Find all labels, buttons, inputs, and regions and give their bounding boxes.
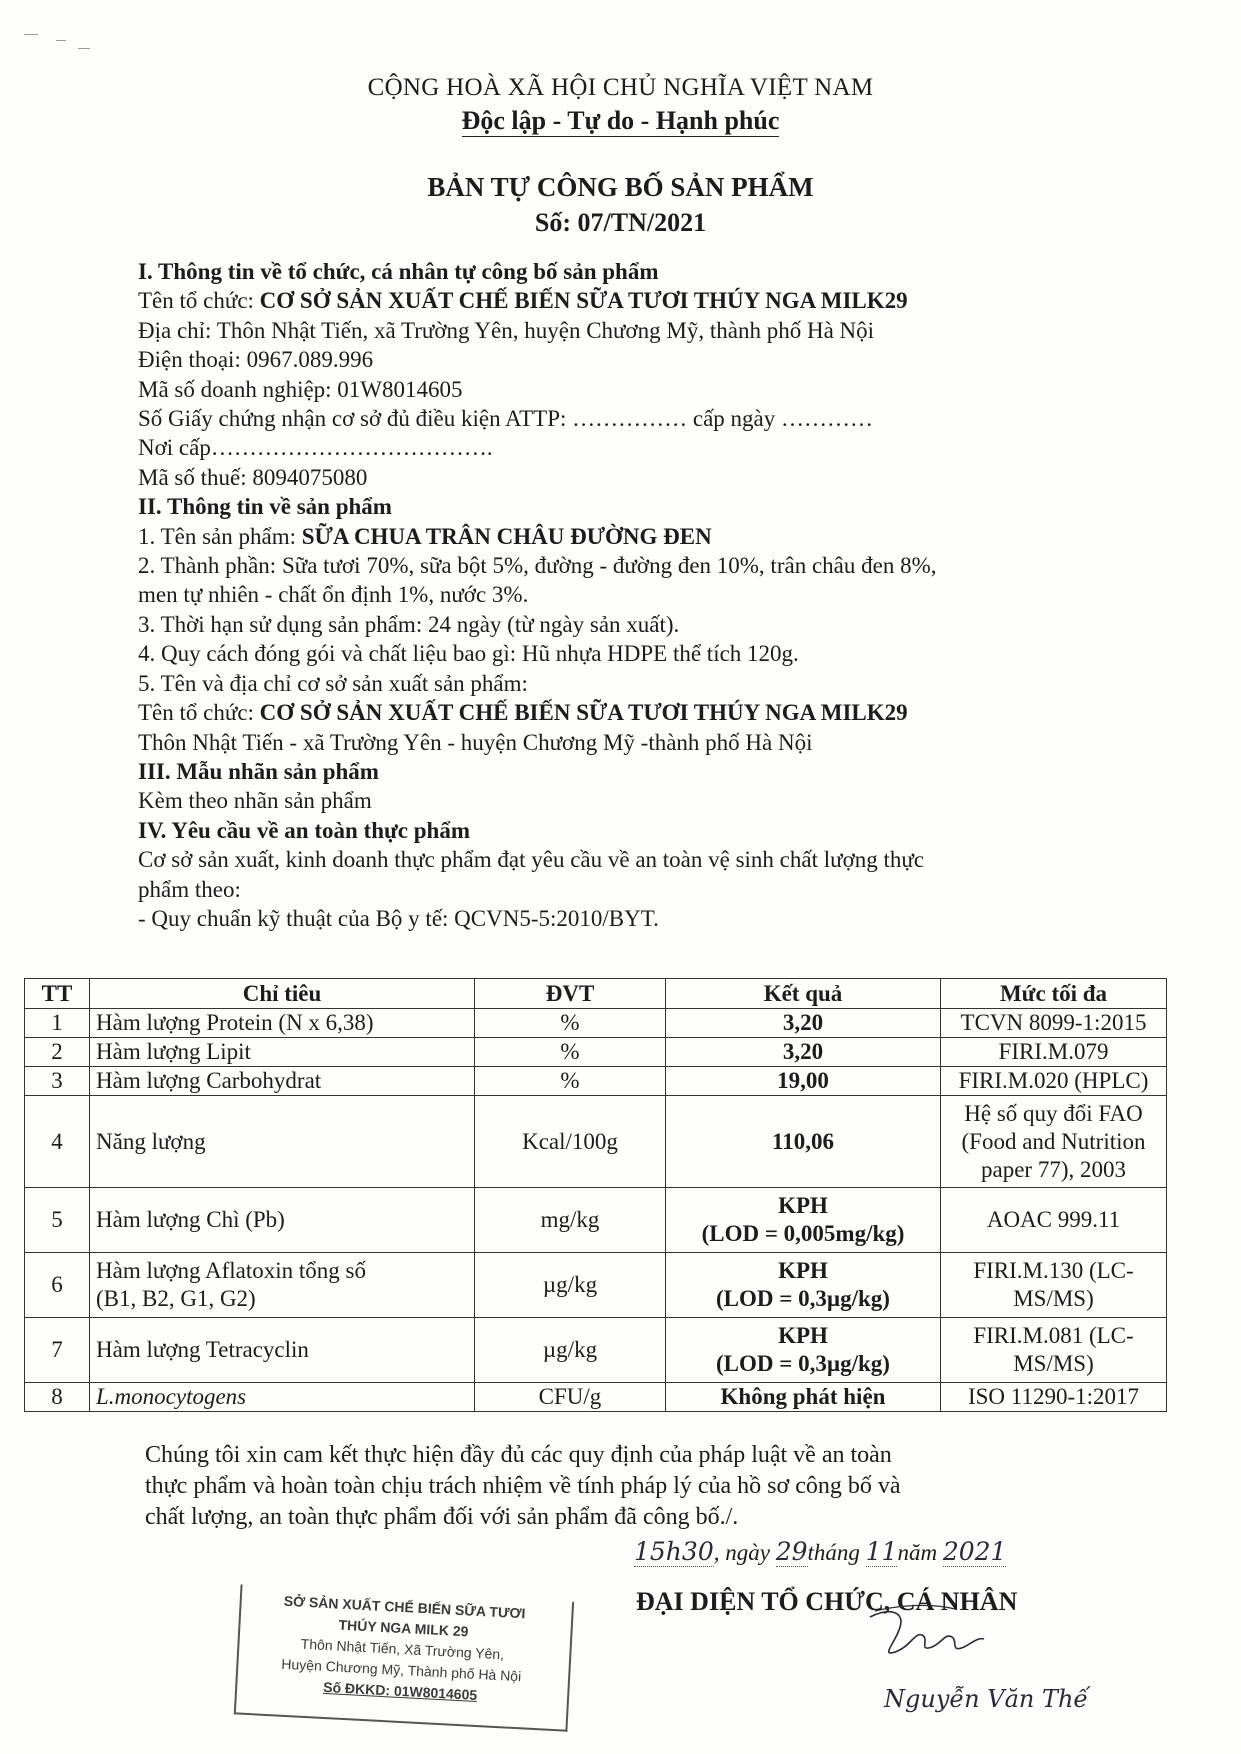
table-row (25, 1096, 1167, 1188)
motto-header (0, 106, 1241, 136)
commitment-paragraph (145, 1440, 1105, 1533)
label-sample-text: Kèm theo nhãn sản phẩm (138, 788, 372, 814)
cell-result (666, 1188, 941, 1253)
product-name-line (138, 522, 1118, 551)
cell-tt: 3 (25, 1067, 90, 1096)
org-phone: Điện thoại: 0967.089.996 (138, 347, 374, 373)
table-row (25, 1383, 1167, 1412)
ingredients-line1: 2. Thành phần: Sữa tươi 70%, sữa bột 5%, đường - đường đen 10%, trân châu đen 8%, (138, 553, 937, 579)
cell-criteria-line2: (B1, B2, G1, G2) (96, 1286, 256, 1311)
cell-tt: 6 (25, 1253, 90, 1318)
cell-max-line1: FIRI.M.081 (LC- (973, 1323, 1134, 1348)
attp-certificate: Số Giấy chứng nhận cơ sở đủ điều kiện ATTP: …………… cấp ngày ………… (138, 406, 874, 432)
producer-label: Tên tổ chức: (138, 700, 260, 726)
document-number: Số: 07/TN/2021 (534, 208, 707, 237)
cell-criteria-line1: Hàm lượng Aflatoxin tổng số (96, 1258, 366, 1283)
cell-unit: mg/kg (475, 1188, 666, 1253)
commitment-line1: Chúng tôi xin cam kết thực hiện đầy đủ các quy định của pháp luật về an toàn (145, 1442, 892, 1468)
cell-result (666, 1318, 941, 1383)
cell-result-line1: KPH (778, 1323, 828, 1348)
cell-max: FIRI.M.079 (941, 1038, 1167, 1067)
table-row (25, 1009, 1167, 1038)
cell-unit: µg/kg (475, 1253, 666, 1318)
cell-result: 19,00 (666, 1067, 941, 1096)
org-address: Địa chỉ: Thôn Nhật Tiến, xã Trường Yên, huyện Chương Mỹ, thành phố Hà Nội (138, 317, 875, 343)
cell-tt: 4 (25, 1096, 90, 1188)
header-result: Kết quả (666, 979, 941, 1009)
cell-criteria: Hàm lượng Lipit (90, 1038, 475, 1067)
stamp-line3: Thôn Nhật Tiến, Xã Trường Yên, (300, 1635, 505, 1663)
safety-regulation: - Quy chuẩn kỹ thuật của Bộ y tế: QCVN5-5:2010/BYT. (138, 905, 659, 931)
ingredients-line2: men tự nhiên - chất ổn định 1%, nước 3%. (138, 582, 529, 608)
date-day-label: , ngày (713, 1540, 776, 1565)
cell-result-line2: (LOD = 0,005mg/kg) (701, 1221, 905, 1246)
cell-unit: Kcal/100g (475, 1096, 666, 1188)
table-header-row (25, 979, 1167, 1009)
cell-unit: % (475, 1009, 666, 1038)
cell-result: 3,20 (666, 1038, 941, 1067)
business-code: Mã số doanh nghiệp: 01W8014605 (138, 376, 463, 402)
document-title: BẢN TỰ CÔNG BỐ SẢN PHẨM (427, 172, 814, 202)
cell-criteria (90, 1253, 475, 1318)
cell-max-line1: FIRI.M.130 (LC- (973, 1258, 1134, 1283)
cell-result-line2: (LOD = 0,3µg/kg) (716, 1286, 890, 1311)
org-label: Tên tổ chức: (138, 288, 260, 314)
date-month-label: tháng (807, 1540, 866, 1565)
cell-max: FIRI.M.020 (HPLC) (941, 1067, 1167, 1096)
tax-code: Mã số thuế: 8094075080 (138, 464, 368, 490)
commitment-line3: chất lượng, an toàn thực phẩm đối với sản phẩm đã công bố./. (145, 1504, 739, 1530)
producer-name-line (138, 698, 1118, 727)
cell-tt: 5 (25, 1188, 90, 1253)
cell-criteria: Hàm lượng Chì (Pb) (90, 1188, 475, 1253)
representative-label: ĐẠI DIỆN TỔ CHỨC, CÁ NHÂN (636, 1587, 1018, 1616)
section2-heading: II. Thông tin về sản phẩm (138, 494, 392, 520)
cell-criteria: Hàm lượng Protein (N x 6,38) (90, 1009, 475, 1038)
date-year: 2021 (942, 1537, 1007, 1566)
stamp-border (234, 1584, 574, 1731)
motto-text: Độc lập - Tự do - Hạnh phúc (461, 106, 780, 135)
cell-unit: % (475, 1067, 666, 1096)
producer-heading: 5. Tên và địa chỉ cơ sở sản xuất sản phẩm: (138, 670, 528, 696)
cell-max (941, 1253, 1167, 1318)
date-day: 29 (775, 1537, 808, 1566)
company-stamp (234, 1584, 570, 1729)
cell-result-line2: (LOD = 0,3µg/kg) (716, 1351, 890, 1376)
product-name-label: 1. Tên sản phẩm: (138, 523, 302, 549)
cell-max: ISO 11290-1:2017 (941, 1383, 1167, 1412)
cell-result: 3,20 (666, 1009, 941, 1038)
cell-max-line1: Hệ số quy đổi FAO (964, 1100, 1143, 1126)
commitment-line2: thực phẩm và hoàn toàn chịu trách nhiệm về tính pháp lý của hồ sơ công bố và (145, 1473, 901, 1499)
org-name-line (138, 286, 1118, 315)
stamp-line4: Huyện Chương Mỹ, Thành phố Hà Nội (281, 1655, 522, 1685)
cell-criteria: L.monocytogens (90, 1383, 475, 1412)
cell-result: Không phát hiện (666, 1383, 941, 1412)
cell-criteria: Hàm lượng Carbohydrat (90, 1067, 475, 1096)
section4-heading: IV. Yêu cầu về an toàn thực phẩm (138, 817, 471, 843)
table-row (25, 1038, 1167, 1067)
table-row (25, 1067, 1167, 1096)
producer-name: CƠ SỞ SẢN XUẤT CHẾ BIẾN SỮA TƯƠI THÚY NGA MILK29 (259, 700, 908, 726)
cell-unit: µg/kg (475, 1318, 666, 1383)
cell-criteria: Năng lượng (90, 1096, 475, 1188)
stamp-line5: Số ĐKKD: 01W8014605 (322, 1678, 478, 1703)
product-name: SỮA CHUA TRÂN CHÂU ĐƯỜNG ĐEN (301, 523, 712, 549)
signature-icon (860, 1597, 990, 1667)
producer-address: Thôn Nhật Tiến - xã Trường Yên - huyện Chương Mỹ -thành phố Hà Nội (138, 729, 813, 755)
date-place: 15h30 (634, 1537, 714, 1566)
cell-max: TCVN 8099-1:2015 (941, 1009, 1167, 1038)
cell-max-line2: (Food and Nutrition (961, 1128, 1146, 1154)
cell-max: AOAC 999.11 (941, 1188, 1167, 1253)
signer-name: Nguyễn Văn Thế (884, 1685, 1089, 1713)
header-criteria: Chỉ tiêu (90, 979, 475, 1009)
cell-result (666, 1253, 941, 1318)
header-unit: ĐVT (475, 979, 666, 1009)
table-row (25, 1253, 1167, 1318)
table-row (25, 1318, 1167, 1383)
stamp-line2: THÚY NGA MILK 29 (338, 1616, 469, 1640)
header-max: Mức tối đa (941, 979, 1167, 1009)
cell-max-line2: MS/MS) (1013, 1351, 1094, 1376)
cell-criteria: Hàm lượng Tetracyclin (90, 1318, 475, 1383)
shelf-life: 3. Thời hạn sử dụng sản phẩm: 24 ngày (từ ngày sản xuất). (138, 611, 680, 637)
cell-tt: 2 (25, 1038, 90, 1067)
cell-max (941, 1096, 1167, 1188)
cell-unit: CFU/g (475, 1383, 666, 1412)
document-body (138, 257, 1118, 933)
cell-tt: 8 (25, 1383, 90, 1412)
cell-tt: 7 (25, 1318, 90, 1383)
cell-max (941, 1318, 1167, 1383)
date-line (634, 1537, 1006, 1566)
stamp-line1: SỞ SẢN XUẤT CHẾ BIẾN SỮA TƯƠI (283, 1592, 526, 1622)
cell-result-line1: KPH (778, 1193, 828, 1218)
table-row (25, 1188, 1167, 1253)
nation-header: CỘNG HOÀ XÃ HỘI CHỦ NGHĨA VIỆT NAM (367, 74, 874, 101)
cell-tt: 1 (25, 1009, 90, 1038)
section3-heading: III. Mẫu nhãn sản phẩm (138, 758, 379, 784)
safety-line1: Cơ sở sản xuất, kinh doanh thực phẩm đạt yêu cầu về an toàn vệ sinh chất lượng thực (138, 847, 925, 873)
cell-max-line3: paper 77), 2003 (981, 1156, 1126, 1182)
section1-heading: I. Thông tin về tổ chức, cá nhân tự công bố sản phẩm (138, 259, 659, 284)
cell-result-line1: KPH (778, 1258, 828, 1283)
issue-place: Nơi cấp………………………………. (138, 435, 493, 461)
packaging: 4. Quy cách đóng gói và chất liệu bao gì: Hũ nhựa HDPE thể tích 120g. (138, 641, 799, 667)
cell-result: 110,06 (666, 1096, 941, 1188)
org-name: CƠ SỞ SẢN XUẤT CHẾ BIẾN SỮA TƯƠI THÚY NGA MILK29 (259, 288, 908, 314)
date-month: 11 (865, 1537, 898, 1566)
safety-line2: phẩm theo: (138, 876, 241, 902)
date-year-label: năm (897, 1540, 943, 1565)
specification-table (24, 978, 1167, 1412)
cell-unit: % (475, 1038, 666, 1067)
cell-max-line2: MS/MS) (1013, 1286, 1094, 1311)
header-tt: TT (25, 979, 90, 1009)
